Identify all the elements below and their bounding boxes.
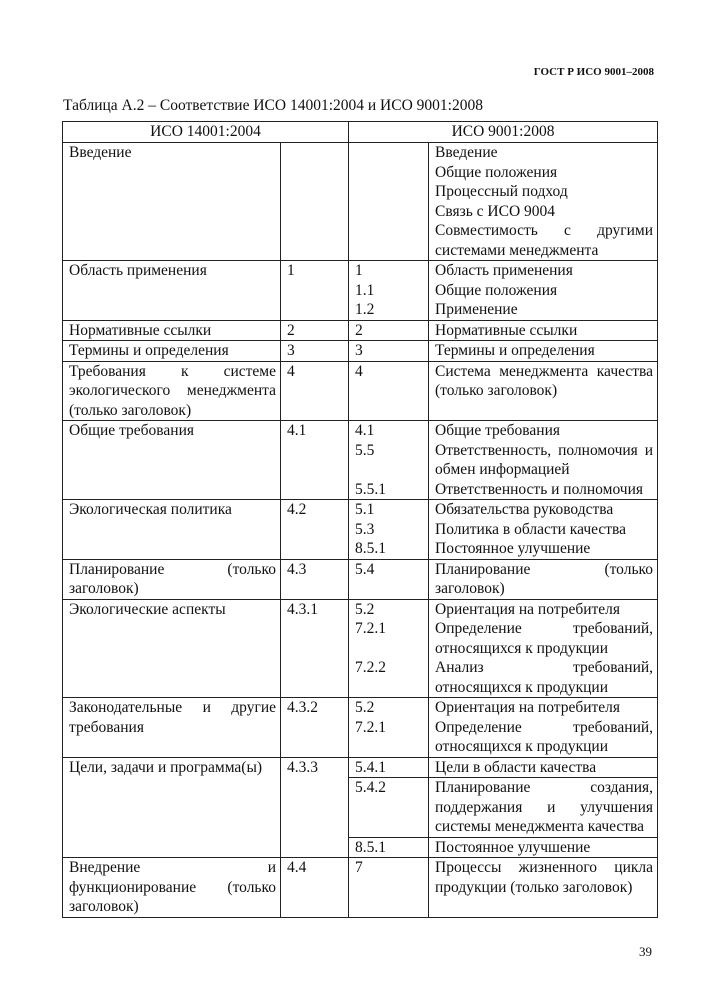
iso14001-title: Нормативные ссылки [63,320,281,341]
cell-line: 5.5.1 [355,480,387,498]
iso9001-title [429,421,658,500]
iso14001-clause: 4.4 [281,858,349,918]
cell-line: Общие требования [435,422,561,439]
cell-line: 1 [355,262,363,279]
table-row [63,143,658,261]
cell-line [355,163,424,183]
iso9001-title: Планирование создания, поддержания и улучшения системы менеджмента качества [429,778,658,838]
iso9001-title [429,143,658,261]
cell-line: Общие положения [435,281,558,299]
header-iso14001: ИСО 14001:2004 [63,122,349,143]
iso14001-clause: 3 [281,341,349,362]
table-row [63,559,658,599]
cell-line: 7.2.2 [355,659,387,676]
cell-line: 7 [355,859,363,876]
iso14001-title: Область применения [63,261,281,321]
cell-line: 7.2.1 [355,718,387,736]
iso9001-clause [349,559,429,599]
table-row [63,858,658,918]
iso9001-title [429,500,658,560]
cell-line: 7.2.1 [355,620,387,637]
cell-line [355,143,424,163]
cell-line: Политика в области качества [435,520,627,538]
table-row [63,421,658,500]
cell-line: Нормативные ссылки [435,321,578,339]
iso14001-title: Термины и определения [63,341,281,362]
iso9001-title: Постоянное улучшение [429,837,658,858]
cell-line: 3 [355,342,363,359]
iso9001-clause [349,500,429,560]
document-header: ГОСТ Р ИСО 9001–2008 [533,66,654,78]
iso14001-clause: 4.3 [281,559,349,599]
iso14001-clause: 4 [281,361,349,421]
iso14001-title: Внедрение и функционирование (только заголовок) [63,858,281,918]
iso14001-clause [281,143,349,261]
iso9001-clause [349,320,429,341]
cell-line: Ответственность и полномочия [435,480,644,498]
cell-line: Процессы жизненного цикла продукции (только заголовок) [435,859,654,896]
cell-line: Система менеджмента качества (только заголовок) [435,362,654,399]
cell-line: 4 [355,362,363,380]
iso14001-title: Введение [63,143,281,261]
iso14001-clause: 4.2 [281,500,349,560]
iso9001-clause: 5.4.1 [349,757,429,778]
iso14001-title: Цели, задачи и программа(ы) [63,757,281,858]
cell-line: Связь с ИСО 9004 [435,202,556,220]
table-caption: Таблица А.2 – Соответствие ИСО 14001:2004 и ИСО 9001:2008 [63,97,483,114]
cell-line: 5.5 [355,441,375,459]
cell-line [355,202,424,222]
cell-line: Ориентация на потребителя [435,600,621,618]
cell-line: Термины и определения [435,342,595,359]
iso9001-title: Цели в области качества [429,757,658,778]
iso9001-clause [349,858,429,918]
iso14001-clause: 4.1 [281,421,349,500]
page-number: 39 [639,944,652,959]
cell-line [355,221,424,241]
table-body [63,143,658,918]
cell-line: Планирование (только заголовок) [435,560,654,597]
iso14001-title: Законодательные и другие требования [63,698,281,758]
iso9001-title [429,361,658,421]
iso14001-clause: 4.3.2 [281,698,349,758]
correspondence-table [62,121,658,918]
iso14001-title: Планирование (только заголовок) [63,559,281,599]
table-row [63,500,658,560]
table-header-row [63,122,658,143]
iso9001-clause [349,361,429,421]
iso14001-title: Экологические аспекты [63,599,281,698]
iso9001-clause [349,341,429,362]
iso9001-title [429,858,658,918]
cell-line: Введение [435,144,498,161]
cell-line: 1.1 [355,281,375,299]
iso9001-clause [349,698,429,758]
iso9001-clause: 8.5.1 [349,837,429,858]
iso14001-clause: 2 [281,320,349,341]
cell-line: 1.2 [355,301,375,318]
cell-line: Процессный подход [435,183,568,200]
cell-line: Общие положения [435,163,558,181]
iso9001-title [429,599,658,698]
iso9001-title [429,698,658,758]
cell-line: Определение требований, относящихся к продукции [435,718,654,755]
iso14001-clause: 1 [281,261,349,321]
header-iso9001: ИСО 9001:2008 [349,122,658,143]
cell-line: 5.1 [355,501,375,518]
iso14001-title: Требования к системе экологического менеджмента (только заголовок) [63,361,281,421]
cell-line: Применение [435,301,518,318]
cell-line: 2 [355,321,363,339]
iso14001-clause: 4.3.3 [281,757,349,858]
cell-line [355,182,424,202]
table-row [63,341,658,362]
cell-line: Ответственность, полномочия и обмен информацией [435,441,654,478]
iso9001-title [429,559,658,599]
cell-line: 5.3 [355,520,375,538]
cell-line: 8.5.1 [355,540,387,557]
cell-line: Определение требований, относящихся к продукции [435,620,654,657]
iso14001-title: Экологическая политика [63,500,281,560]
table-row [63,698,658,758]
cell-line [355,639,424,659]
table-row [63,361,658,421]
iso9001-clause [349,261,429,321]
cell-line: Ориентация на потребителя [435,699,621,716]
iso9001-clause: 5.4.2 [349,778,429,838]
cell-line: Обязательства руководства [435,501,614,518]
iso9001-clause [349,421,429,500]
cell-line [355,460,424,480]
iso14001-clause: 4.3.1 [281,599,349,698]
iso9001-clause [349,599,429,698]
table-row [63,261,658,321]
iso9001-clause [349,143,429,261]
table-row [63,320,658,341]
table-row [63,757,658,778]
iso9001-title [429,320,658,341]
table-row [63,599,658,698]
cell-line: Постоянное улучшение [435,540,591,557]
iso14001-title: Общие требования [63,421,281,500]
iso9001-title [429,261,658,321]
cell-line: 4.1 [355,422,375,439]
cell-line: 5.2 [355,699,375,716]
cell-line: Область применения [435,262,573,279]
cell-line: Совместимость с другими системами менеджмента [435,222,654,259]
cell-line: 5.4 [355,560,375,578]
cell-line: 5.2 [355,600,375,618]
iso9001-title [429,341,658,362]
cell-line: Анализ требований, относящихся к продукции [435,659,654,696]
